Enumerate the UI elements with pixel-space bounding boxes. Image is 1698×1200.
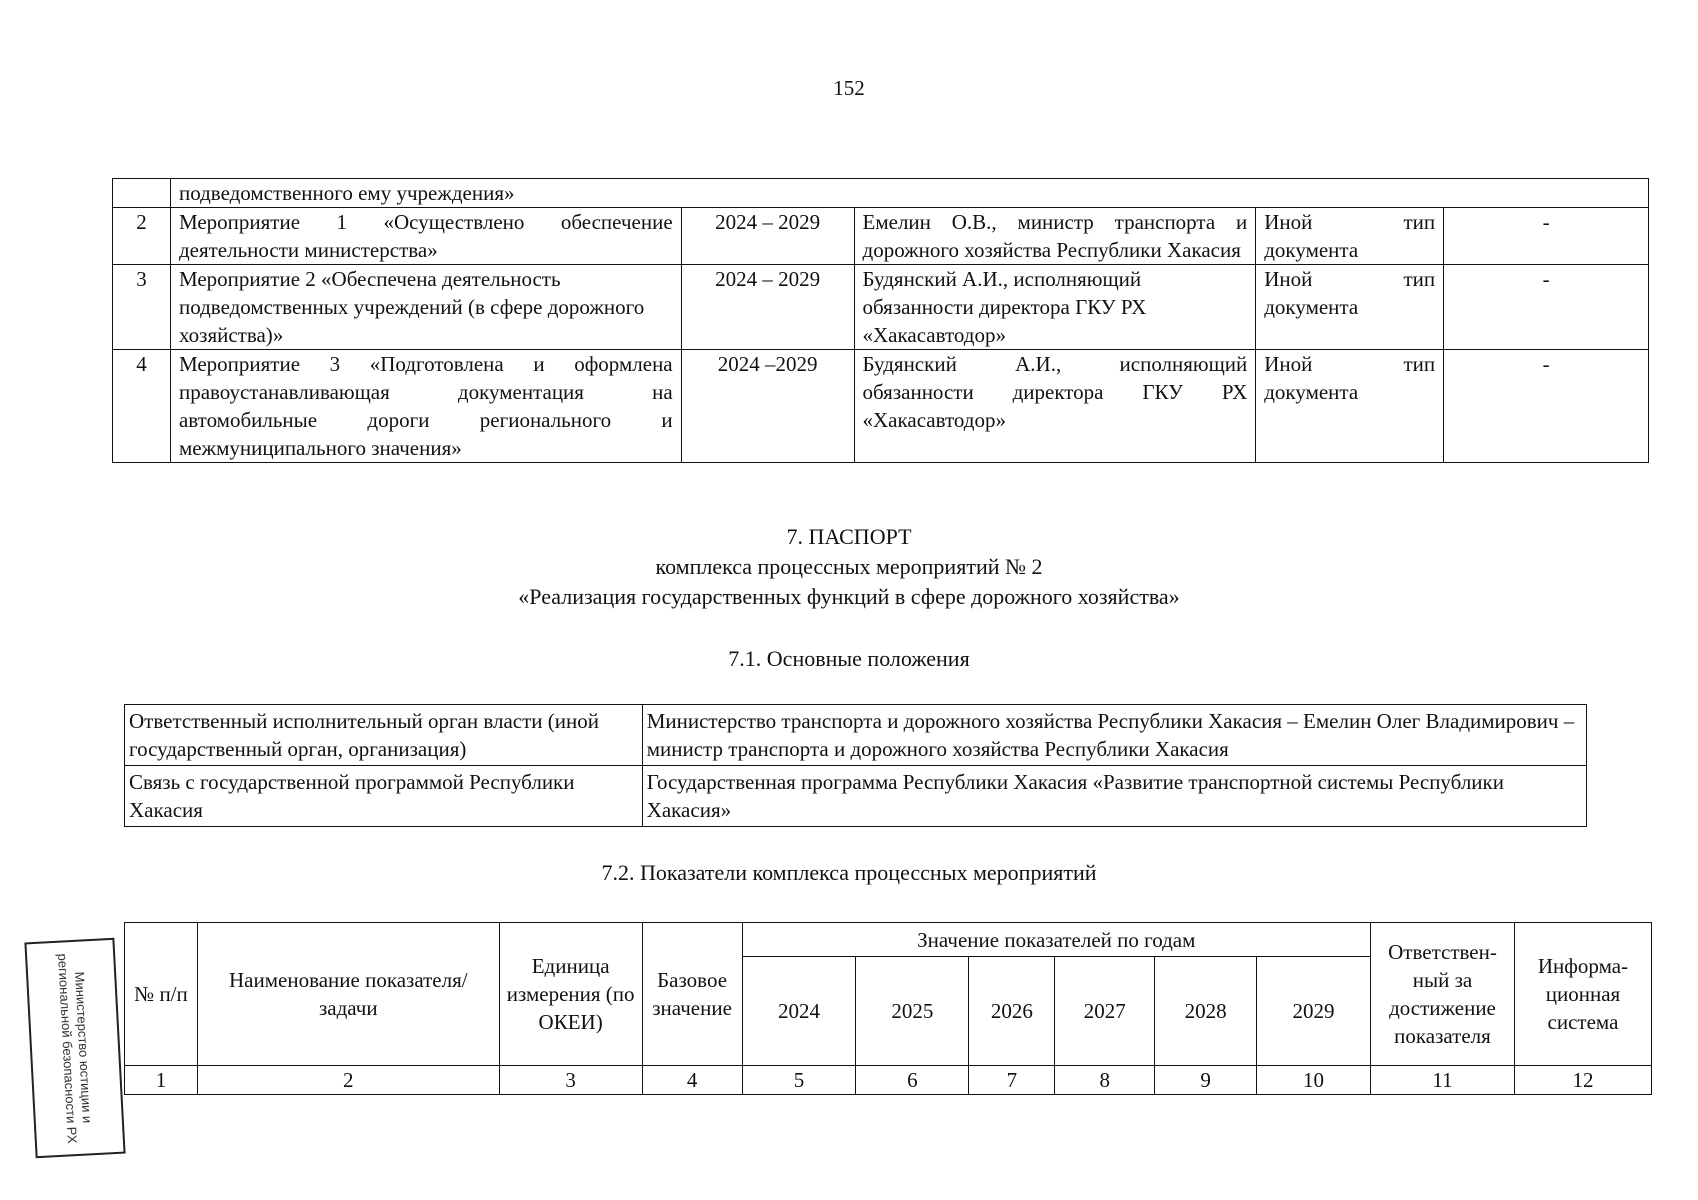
measure-name: Мероприятие 1 «Осуществлено обеспечение деятельности министерства» <box>170 208 681 265</box>
section-71-heading: 7.1. Основные положения <box>728 646 970 671</box>
page-number: 152 <box>833 76 865 100</box>
measure-doc-type: Иной тип документа <box>1256 208 1444 265</box>
header-year: 2024 <box>742 957 856 1066</box>
header-year: 2026 <box>969 957 1055 1066</box>
provision-label: Связь с государственной программой Республики Хакасия <box>125 766 643 827</box>
registration-stamp <box>24 938 125 1158</box>
row-number: 3 <box>113 265 171 350</box>
continuation-text: подведомственного ему учреждения» <box>170 179 1648 208</box>
indicators-table <box>124 922 1652 1095</box>
column-number: 10 <box>1257 1066 1371 1095</box>
column-number: 8 <box>1055 1066 1155 1095</box>
table-header-row <box>125 923 1652 957</box>
column-number: 7 <box>969 1066 1055 1095</box>
measure-info: - <box>1444 208 1649 265</box>
header-year: 2027 <box>1055 957 1155 1066</box>
measure-name: Мероприятие 2 «Обеспечена деятельность подведомственных учреждений (в сфере дорожного хозяйства)» <box>170 265 681 350</box>
column-number: 6 <box>856 1066 969 1095</box>
measure-period: 2024 – 2029 <box>681 265 854 350</box>
column-number: 2 <box>197 1066 499 1095</box>
column-number: 1 <box>125 1066 198 1095</box>
provisions-table <box>124 704 1587 827</box>
header-info-system: Информа-ционная система <box>1514 923 1651 1066</box>
table-row <box>125 766 1587 827</box>
column-number: 9 <box>1155 1066 1257 1095</box>
measure-name: Мероприятие 3 «Подготовлена и оформлена правоустанавливающая документация на автомобильные дороги регионального и межмуниципального значения» <box>170 350 681 463</box>
section-72-heading: 7.2. Показатели комплекса процессных мероприятий <box>601 860 1097 885</box>
header-year: 2025 <box>856 957 969 1066</box>
column-number: 4 <box>642 1066 742 1095</box>
measure-responsible: Емелин О.В., министр транспорта и дорожного хозяйства Республики Хакасия <box>854 208 1256 265</box>
provision-label: Ответственный исполнительный орган власти (иной государственный орган, организация) <box>125 705 643 766</box>
passport-subtitle: комплекса процессных мероприятий № 2 <box>655 554 1043 579</box>
column-number: 5 <box>742 1066 856 1095</box>
header-unit: Единица измерения (по ОКЕИ) <box>499 923 642 1066</box>
measure-period: 2024 – 2029 <box>681 208 854 265</box>
header-year: 2028 <box>1155 957 1257 1066</box>
passport-title: 7. ПАСПОРТ <box>786 524 912 549</box>
table-row <box>113 179 1649 208</box>
measure-info: - <box>1444 265 1649 350</box>
table-row <box>113 350 1649 463</box>
table-cell <box>113 179 171 208</box>
header-num: № п/п <box>125 923 198 1066</box>
header-year: 2029 <box>1257 957 1371 1066</box>
measure-info: - <box>1444 350 1649 463</box>
header-years-group: Значение показателей по годам <box>742 923 1370 957</box>
header-name: Наименование показателя/ задачи <box>197 923 499 1066</box>
provision-value: Министерство транспорта и дорожного хозяйства Республики Хакасия – Емелин Олег Владимирович – министр транспорта и дорожного хозяйства Республики Хакасия <box>642 705 1586 766</box>
measure-period: 2024 –2029 <box>681 350 854 463</box>
measure-doc-type: Иной тип документа <box>1256 265 1444 350</box>
row-number: 2 <box>113 208 171 265</box>
provision-value: Государственная программа Республики Хакасия «Развитие транспортной системы Республики Хакасия» <box>642 766 1586 827</box>
table-row <box>125 705 1587 766</box>
row-number: 4 <box>113 350 171 463</box>
stamp-text: Министерство юстиции и региональной безопасности РХ <box>55 952 95 1144</box>
column-number: 3 <box>499 1066 642 1095</box>
header-base: Базовое значение <box>642 923 742 1066</box>
measure-doc-type: Иной тип документа <box>1256 350 1444 463</box>
passport-name: «Реализация государственных функций в сфере дорожного хозяйства» <box>518 584 1180 609</box>
table-row <box>113 265 1649 350</box>
column-number: 12 <box>1514 1066 1651 1095</box>
measure-responsible: Будянский А.И., исполняющий обязанности директора ГКУ РХ «Хакасавтодор» <box>854 265 1256 350</box>
column-number: 11 <box>1371 1066 1515 1095</box>
table-row <box>125 1066 1652 1095</box>
measures-table <box>112 178 1649 463</box>
header-responsible: Ответствен-ный за достижение показателя <box>1371 923 1515 1066</box>
table-row <box>113 208 1649 265</box>
measure-responsible: Будянский А.И., исполняющий обязанности директора ГКУ РХ «Хакасавтодор» <box>854 350 1256 463</box>
